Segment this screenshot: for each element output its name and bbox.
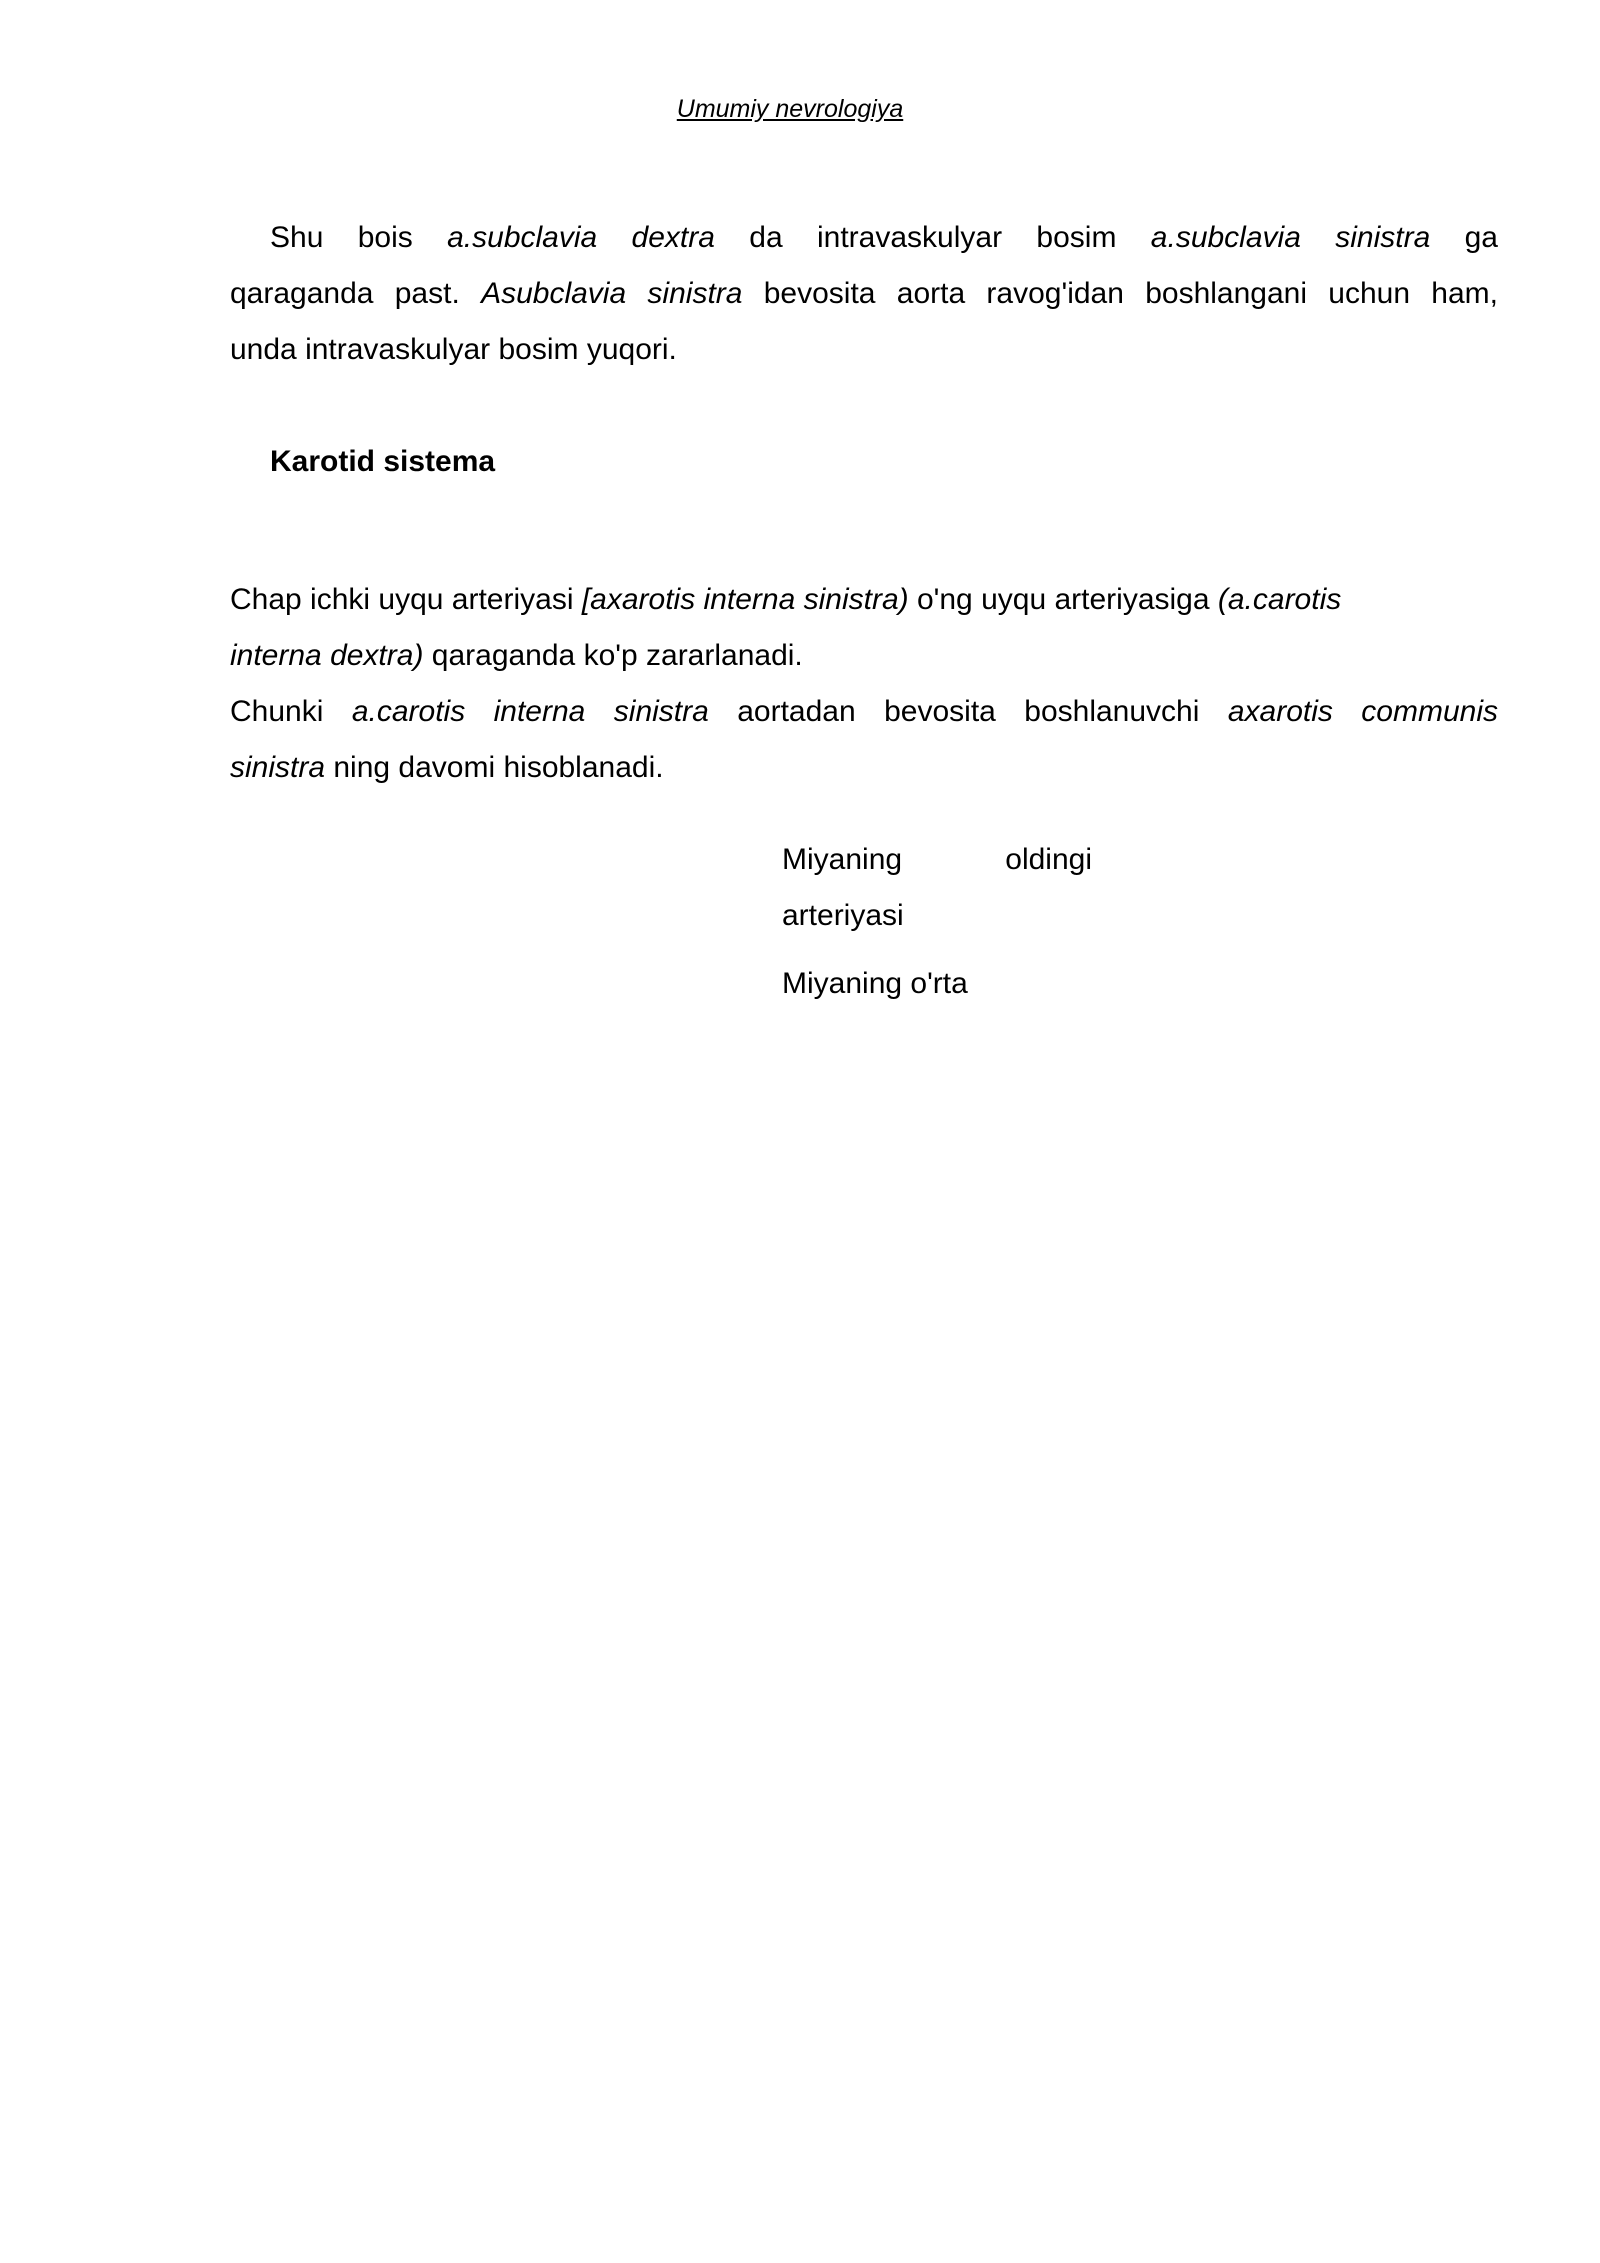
latin-term: Asubclavia sinistra — [481, 277, 743, 310]
latin-term: a.carotis interna sinistra — [351, 695, 709, 728]
text-run: ga — [1430, 221, 1498, 254]
latin-term: a.subclavia dextra — [447, 221, 715, 254]
latin-term: axarotis communis — [1227, 695, 1498, 728]
caption-line: arteriyasi — [782, 899, 904, 932]
text-run: Chunki — [230, 695, 352, 728]
caption-middle-cerebral-artery: Miyaning o'rta — [782, 967, 968, 1000]
latin-term: interna dextra) — [230, 639, 424, 672]
text-run: aortadan bevosita boshlanuvchi — [708, 695, 1228, 728]
latin-term: [axarotis interna sinistra) — [581, 583, 909, 616]
paragraph-line — [230, 628, 1498, 684]
paragraph-line — [230, 210, 1498, 266]
text-run: Shu bois — [270, 221, 448, 254]
text-run: qaraganda past. — [230, 277, 482, 310]
running-header: Umumiy nevrologiya — [676, 95, 904, 123]
paragraph-subclavia — [230, 210, 1498, 378]
text-run: qaraganda ko'p zararlanadi. — [423, 639, 803, 672]
paragraph-line — [230, 740, 1498, 796]
caption-anterior-cerebral-artery — [782, 832, 1092, 944]
latin-term: a.subclavia sinistra — [1150, 221, 1431, 254]
paragraph-line: unda intravaskulyar bosim yuqori. — [230, 333, 677, 366]
paragraph-carotid-reason — [230, 684, 1498, 796]
paragraph-line — [230, 572, 1498, 628]
latin-term: sinistra — [230, 751, 326, 784]
caption-line: Miyaning oldingi — [782, 843, 1092, 876]
text-run: da intravaskulyar bosim — [714, 221, 1151, 254]
latin-term: (a.carotis — [1217, 583, 1342, 616]
paragraph-line — [230, 266, 1498, 322]
text-run: o'ng uyqu arteriyasiga — [908, 583, 1218, 616]
section-heading: Karotid sistema — [270, 445, 496, 478]
text-run: Chap ichki uyqu arteriyasi — [230, 583, 582, 616]
paragraph-carotid-left — [230, 572, 1498, 684]
text-run: ning davomi hisoblanadi. — [325, 751, 664, 784]
paragraph-line — [230, 684, 1498, 740]
text-run: bevosita aorta ravog'idan boshlangani uchun ham, — [742, 277, 1499, 310]
